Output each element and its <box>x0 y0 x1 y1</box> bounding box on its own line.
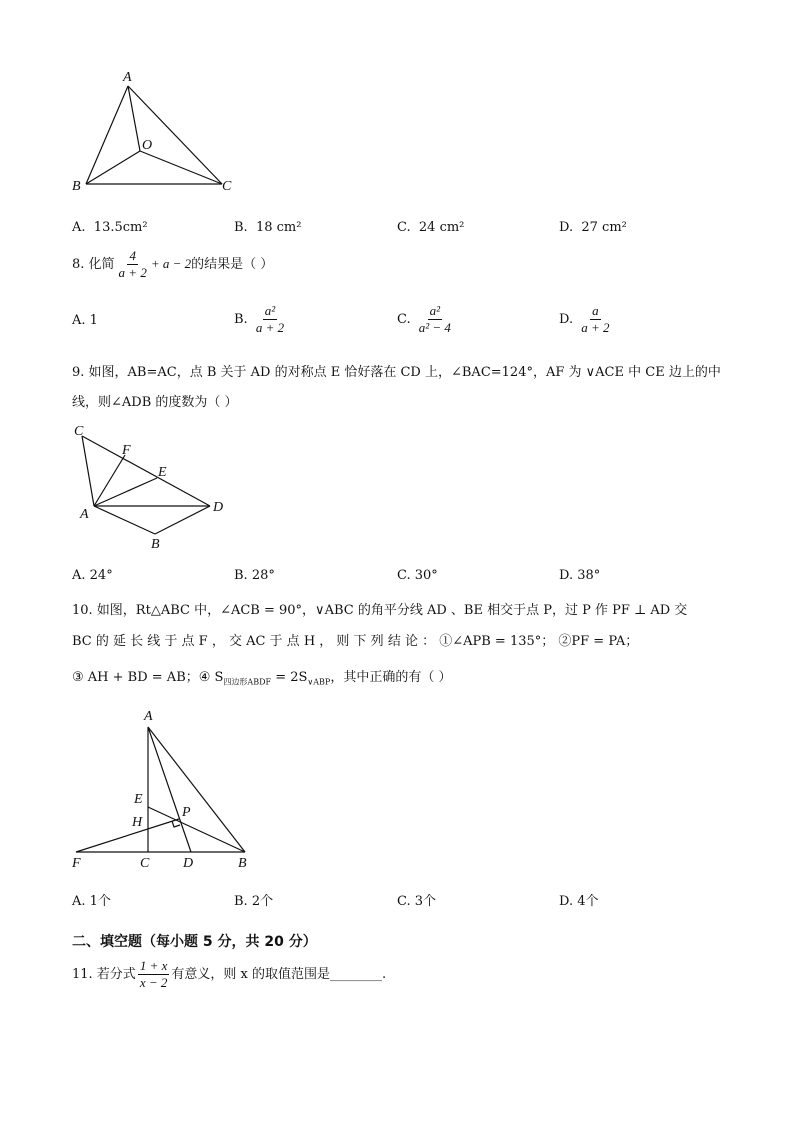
label-a: A <box>80 507 89 522</box>
fraction-numerator: 4 <box>129 248 136 263</box>
label-d: D <box>183 856 194 871</box>
fraction-denominator: a + 2 <box>581 320 610 335</box>
seg-ae <box>94 478 157 506</box>
option-key: C. <box>397 312 411 327</box>
q7-option-d <box>559 220 627 235</box>
q10-option-d: D. 4个 <box>559 894 599 909</box>
option-text: 18 cm² <box>255 220 302 235</box>
label-b: B <box>238 856 247 871</box>
seg-bo <box>86 151 140 184</box>
q10-stem-line-1: 10. 如图，Rt△ABC 中，∠ACB = 90°，∨ABC 的角平分线 AD 、BE 相交于点 P，过 P 作 PF ⊥ AD 交 <box>72 603 688 618</box>
q8-fraction <box>117 248 149 281</box>
q9-stem-line-2: 线，则∠ADB 的度数为（ ） <box>72 395 238 410</box>
q9-option-a: A. 24° <box>72 568 113 583</box>
q9-option-b: B. 28° <box>234 568 275 583</box>
seg-ad <box>148 727 191 852</box>
seg-af <box>94 455 125 506</box>
figure-q10 <box>66 700 266 875</box>
q11-prefix: 11. 若分式 <box>72 967 136 982</box>
section-heading: 二、填空题（每小题 5 分，共 20 分） <box>72 934 317 950</box>
q8-expression: + a − 2 <box>150 256 192 271</box>
q8-prefix: 8. 化简 <box>72 257 115 272</box>
q9-option-d: D. 38° <box>559 568 601 583</box>
q8-stem <box>72 248 273 281</box>
q9-option-c: C. 30° <box>397 568 438 583</box>
q8-option-b <box>234 303 288 336</box>
q10-stem-part: ③ AH + BD = AB；④ S <box>72 670 224 685</box>
seg-be <box>148 807 245 852</box>
q7-option-b <box>234 220 301 235</box>
q11-stem <box>72 958 386 991</box>
option-fraction <box>579 303 611 336</box>
label-e: E <box>158 465 167 480</box>
label-c: C <box>74 424 84 439</box>
q10-stem-line-2: BC 的 延 长 线 于 点 F ， 交 AC 于 点 H ， 则 下 列 结 论 ： ①∠APB = 135°； ②PF = PA； <box>72 634 639 649</box>
label-c: C <box>140 856 150 871</box>
q8-option-c <box>397 303 455 336</box>
seg-bd <box>155 506 210 534</box>
option-key: D. <box>559 312 574 327</box>
q7-option-c <box>397 220 464 235</box>
fraction-denominator: a² − 4 <box>418 320 451 335</box>
subscript: 四边形ABDF <box>223 677 272 687</box>
option-key: B. <box>234 312 248 327</box>
option-text: 24 cm² <box>418 220 465 235</box>
label-f: F <box>72 856 81 871</box>
q10-option-b: B. 2个 <box>234 894 274 909</box>
fraction-numerator: a² <box>264 303 276 318</box>
option-fraction <box>254 303 286 336</box>
label-f: F <box>122 443 131 458</box>
fraction-denominator: x − 2 <box>139 975 168 990</box>
seg-fp <box>76 819 179 852</box>
option-text: 27 cm² <box>581 220 627 235</box>
fraction-numerator: a <box>592 303 599 318</box>
label-b: B <box>151 537 160 552</box>
label-h: H <box>132 815 143 830</box>
q7-option-a <box>72 220 148 235</box>
label-a: A <box>123 70 132 85</box>
seg-ab <box>148 727 245 852</box>
q8-option-d <box>559 303 614 336</box>
option-text: 13.5cm² <box>93 220 148 235</box>
seg-co <box>140 151 222 184</box>
label-c: C <box>222 179 232 194</box>
q10-stem-part: = 2S <box>271 670 308 685</box>
q10-stem-line-3 <box>72 666 451 688</box>
fraction-numerator: a² <box>429 303 441 318</box>
q10-stem-part: ，其中正确的有（ ） <box>330 670 452 685</box>
q10-option-a: A. 1个 <box>72 894 111 909</box>
q9-stem-line-1: 9. 如图，AB=AC，点 B 关于 AD 的对称点 E 恰好落在 CD 上，∠BAC=124°，AF 为 ∨ACE 中 CE 边上的中 <box>72 365 721 380</box>
option-key: C. <box>397 220 411 235</box>
seg-ab <box>86 86 128 184</box>
option-key: D. <box>559 220 574 235</box>
label-d: D <box>213 500 224 515</box>
fraction-numerator: 1 + x <box>139 958 168 973</box>
option-key: B. <box>234 220 248 235</box>
label-b: B <box>72 179 81 194</box>
figure-q9 <box>66 420 236 555</box>
label-o: O <box>142 138 153 153</box>
seg-ao <box>128 86 140 151</box>
fraction-denominator: a + 2 <box>118 265 147 280</box>
seg-ac <box>128 86 222 184</box>
label-e: E <box>134 792 143 807</box>
q8-option-a: A. 1 <box>72 313 98 328</box>
seg-cd <box>82 436 210 506</box>
q8-suffix: 的结果是（ ） <box>191 257 274 272</box>
option-key: A. <box>72 220 86 235</box>
figure-triangle-abc-o <box>66 66 246 198</box>
seg-ab <box>94 506 155 534</box>
subscript: ∨ABP <box>307 677 331 687</box>
label-p: P <box>182 805 191 820</box>
seg-ca <box>82 436 94 506</box>
q11-suffix: 有意义，则 x 的取值范围是________. <box>171 967 387 982</box>
option-fraction <box>417 303 453 336</box>
fraction-denominator: a + 2 <box>255 320 285 335</box>
q10-option-c: C. 3个 <box>397 894 437 909</box>
q11-fraction <box>138 958 170 991</box>
label-a: A <box>144 709 153 724</box>
